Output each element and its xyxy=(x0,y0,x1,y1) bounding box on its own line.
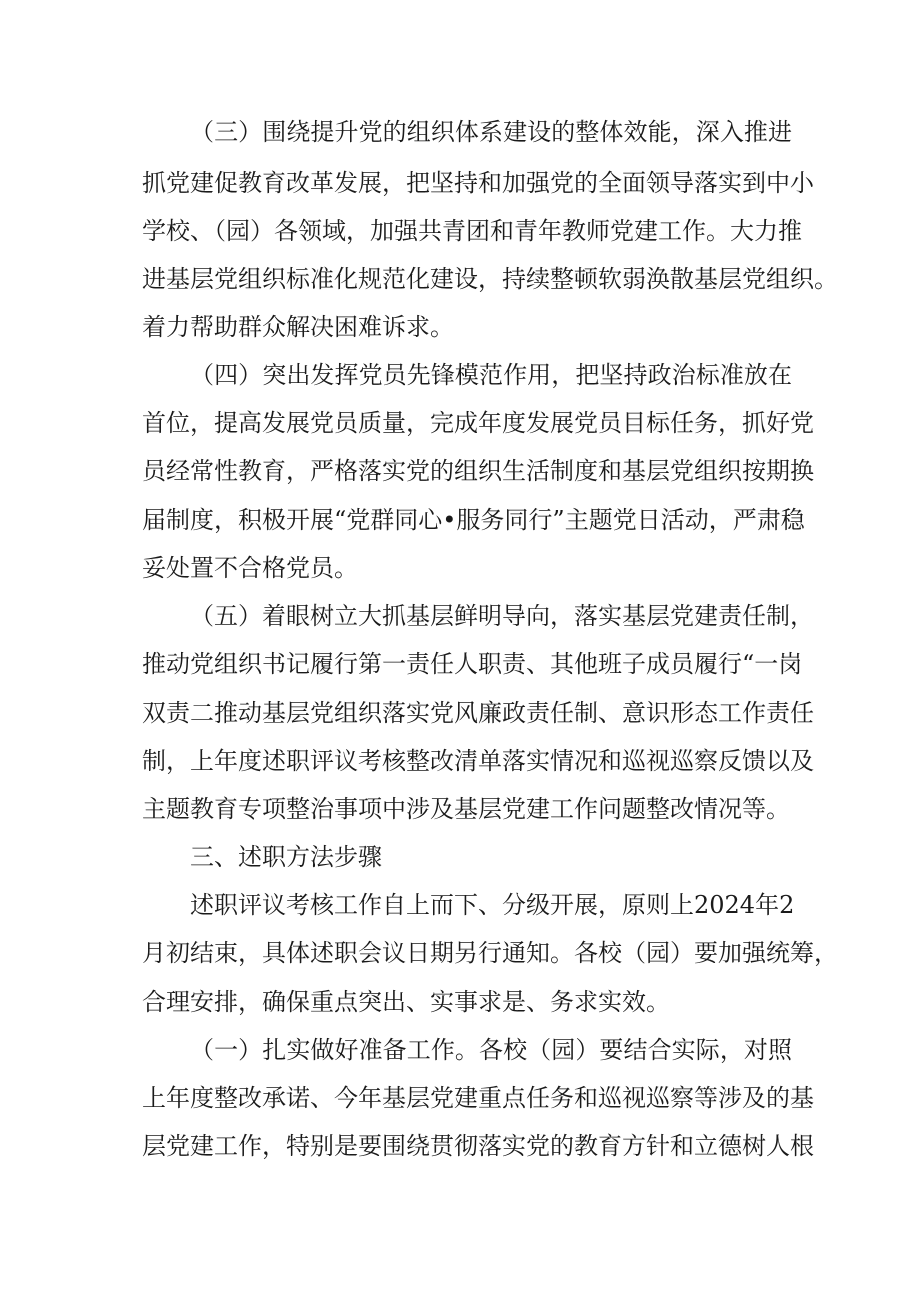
paragraph-5-line-2: 推动党组织书记履行第一责任人职责、其他班子成员履行“一岗 xyxy=(142,650,803,678)
paragraph-3-line-2: 抓党建促教育改革发展，把坚持和加强党的全面领导落实到中小 xyxy=(142,169,814,197)
paragraph-4-line-1: （四）突出发挥党员先锋模范作用，把坚持政治标准放在 xyxy=(190,361,792,389)
paragraph-4-line-3: 员经常性教育，严格落实党的组织生活制度和基层党组织按期换 xyxy=(142,457,814,485)
paragraph-5-line-4: 制，上年度述职评议考核整改清单落实情况和巡视巡察反馈以及 xyxy=(142,747,814,775)
paragraph-5-line-1: （五）着眼树立大抓基层鲜明导向，落实基层党建责任制， xyxy=(190,602,814,630)
paragraph-6-line-1: 述职评议考核工作自上而下、分级开展，原则上2024年2 xyxy=(190,891,795,919)
paragraph-3-line-4: 进基层党组织标准化规范化建设，持续整顿软弱涣散基层党组织。 xyxy=(142,265,838,293)
paragraph-4-line-2: 首位，提高发展党员质量，完成年度发展党员目标任务，抓好党 xyxy=(142,409,814,437)
paragraph-7-line-1: （一）扎实做好准备工作。各校（园）要结合实际，对照 xyxy=(190,1036,792,1064)
paragraph-6-line-3: 合理安排，确保重点突出、实事求是、务求实效。 xyxy=(142,988,670,1016)
paragraph-5-line-3: 双责二推动基层党组织落实党风廉政责任制、意识形态工作责任 xyxy=(142,699,814,727)
paragraph-6-line-2: 月初结束，具体述职会议日期另行通知。各校（园）要加强统筹， xyxy=(142,939,838,967)
paragraph-3-line-3: 学校、（园）各领域，加强共青团和青年教师党建工作。大力推 xyxy=(142,217,802,245)
section-heading: 三、述职方法步骤 xyxy=(190,843,382,871)
paragraph-4-line-5: 妥处置不合格党员。 xyxy=(142,554,358,582)
paragraph-3-line-5: 着力帮助群众解决困难诉求。 xyxy=(142,313,454,341)
paragraph-7-line-3: 层党建工作，特别是要围绕贯彻落实党的教育方针和立德树人根 xyxy=(142,1132,814,1160)
paragraph-4-line-4: 届制度，积极开展“党群同心•服务同行”主题党日活动，严肃稳 xyxy=(142,506,805,534)
paragraph-5-line-5: 主题教育专项整治事项中涉及基层党建工作问题整改情况等。 xyxy=(142,795,790,823)
paragraph-3-line-1: （三）围绕提升党的组织体系建设的整体效能，深入推进 xyxy=(190,118,792,146)
paragraph-7-line-2: 上年度整改承诺、今年基层党建重点任务和巡视巡察等涉及的基 xyxy=(142,1084,814,1112)
